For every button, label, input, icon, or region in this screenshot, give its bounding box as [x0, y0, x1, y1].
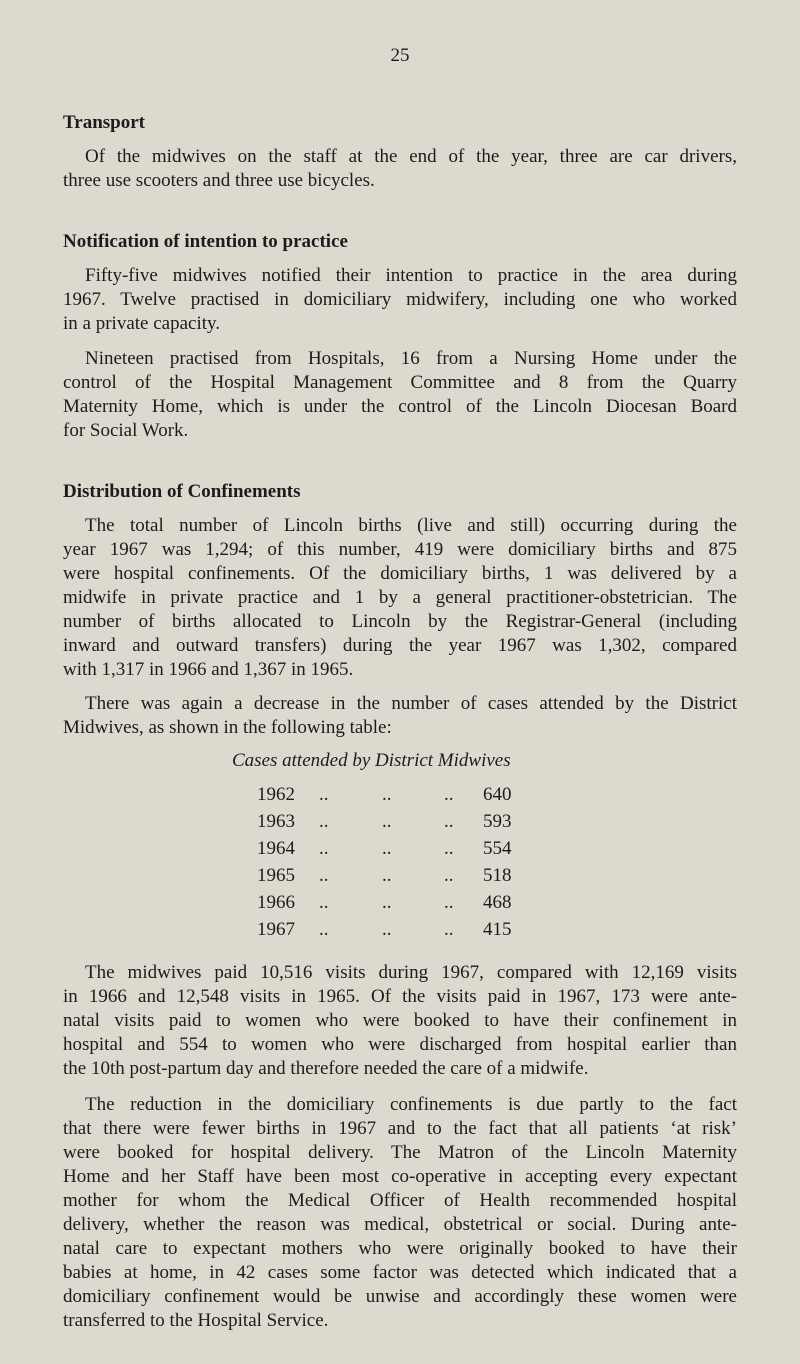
- paragraph: [63, 145, 737, 193]
- text-line: hospital and 554 to women who were discharged from hospital earlier than: [63, 1034, 737, 1055]
- text-line: were booked for hospital delivery. The Matron of the Lincoln Maternity: [63, 1142, 737, 1163]
- text-line: three use scooters and three use bicycles.: [63, 170, 375, 191]
- paragraph: [63, 692, 737, 740]
- text-line: There was again a decrease in the number of cases attended by the District: [85, 693, 737, 714]
- row-leader: ..: [444, 811, 454, 832]
- text-line: the 10th post-partum day and therefore needed the care of a midwife.: [63, 1058, 589, 1079]
- text-line: mother for whom the Medical Officer of Health recommended hospital: [63, 1190, 737, 1211]
- row-leader: ..: [319, 892, 329, 913]
- heading-notification: Notification of intention to practice: [63, 231, 348, 252]
- row-year: 1962: [257, 784, 295, 805]
- row-leader: ..: [444, 865, 454, 886]
- row-leader: ..: [444, 784, 454, 805]
- paragraph: [63, 961, 737, 1081]
- text-line: Maternity Home, which is under the control of the Lincoln Diocesan Board: [63, 396, 737, 417]
- row-value: 468: [483, 892, 512, 913]
- paragraph: [63, 1093, 737, 1333]
- text-line: were hospital confinements. Of the domiciliary births, 1 was delivered by a: [63, 563, 737, 584]
- row-leader: ..: [382, 865, 392, 886]
- text-line: for Social Work.: [63, 420, 189, 441]
- text-line: natal visits paid to women who were booked to have their confinement in: [63, 1010, 737, 1031]
- text-line: Of the midwives on the staff at the end of the year, three are car drivers,: [85, 146, 737, 167]
- row-leader: ..: [382, 892, 392, 913]
- heading-distribution: Distribution of Confinements: [63, 481, 301, 502]
- text-line: inward and outward transfers) during the year 1967 was 1,302, compared: [63, 635, 737, 656]
- row-leader: ..: [319, 865, 329, 886]
- text-line: 1967. Twelve practised in domiciliary midwifery, including one who worked: [63, 289, 737, 310]
- text-line: that there were fewer births in 1967 and to the fact that all patients ‘at risk’: [63, 1118, 737, 1139]
- row-leader: ..: [382, 919, 392, 940]
- table-caption: Cases attended by District Midwives: [232, 750, 511, 771]
- text-line: in 1966 and 12,548 visits in 1965. Of the visits paid in 1967, 173 were ante-: [63, 986, 737, 1007]
- row-leader: ..: [382, 838, 392, 859]
- row-leader: ..: [319, 838, 329, 859]
- text-line: natal care to expectant mothers who were originally booked to have their: [63, 1238, 737, 1259]
- text-line: The total number of Lincoln births (live and still) occurring during the: [85, 515, 737, 536]
- text-line: transferred to the Hospital Service.: [63, 1310, 329, 1331]
- text-line: domiciliary confinement would be unwise and accordingly these women were: [63, 1286, 737, 1307]
- paragraph: [63, 514, 737, 682]
- page-number: 25: [390, 45, 410, 66]
- row-leader: ..: [444, 892, 454, 913]
- row-leader: ..: [319, 811, 329, 832]
- text-line: Nineteen practised from Hospitals, 16 from a Nursing Home under the: [85, 348, 737, 369]
- text-line: midwife in private practice and 1 by a general practitioner-obstetrician. The: [63, 587, 737, 608]
- row-year: 1967: [257, 919, 295, 940]
- row-year: 1963: [257, 811, 295, 832]
- row-leader: ..: [319, 784, 329, 805]
- text-line: year 1967 was 1,294; of this number, 419 were domiciliary births and 875: [63, 539, 737, 560]
- row-leader: ..: [444, 919, 454, 940]
- row-value: 554: [483, 838, 512, 859]
- heading-transport: Transport: [63, 112, 145, 133]
- paragraph: [63, 347, 737, 443]
- row-leader: ..: [382, 811, 392, 832]
- row-leader: ..: [382, 784, 392, 805]
- row-year: 1964: [257, 838, 295, 859]
- row-value: 415: [483, 919, 512, 940]
- row-year: 1966: [257, 892, 295, 913]
- text-line: The midwives paid 10,516 visits during 1967, compared with 12,169 visits: [85, 962, 737, 983]
- text-line: The reduction in the domiciliary confinements is due partly to the fact: [85, 1094, 737, 1115]
- text-line: delivery, whether the reason was medical, obstetrical or social. During ante-: [63, 1214, 737, 1235]
- text-line: with 1,317 in 1966 and 1,367 in 1965.: [63, 659, 354, 680]
- text-line: Midwives, as shown in the following table:: [63, 717, 392, 738]
- text-line: Home and her Staff have been most co-operative in accepting every expectant: [63, 1166, 737, 1187]
- text-line: number of births allocated to Lincoln by the Registrar-General (including: [63, 611, 737, 632]
- row-value: 593: [483, 811, 512, 832]
- row-value: 518: [483, 865, 512, 886]
- text-line: in a private capacity.: [63, 313, 221, 334]
- text-line: babies at home, in 42 cases some factor was detected which indicated that a: [63, 1262, 737, 1283]
- text-line: control of the Hospital Management Committee and 8 from the Quarry: [63, 372, 737, 393]
- row-leader: ..: [319, 919, 329, 940]
- row-year: 1965: [257, 865, 295, 886]
- row-leader: ..: [444, 838, 454, 859]
- paragraph: [63, 264, 737, 336]
- text-line: Fifty-five midwives notified their intention to practice in the area during: [85, 265, 737, 286]
- row-value: 640: [483, 784, 512, 805]
